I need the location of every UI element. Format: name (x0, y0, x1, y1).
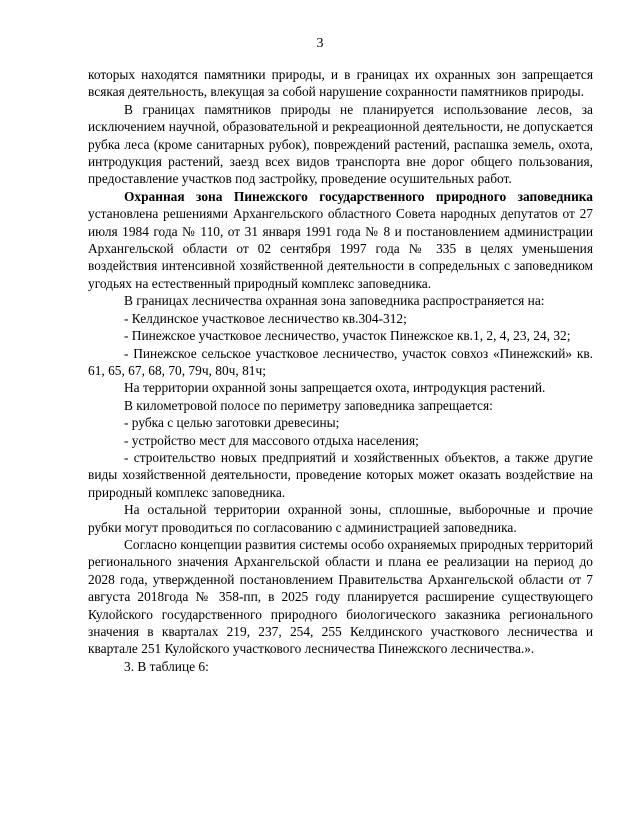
paragraph: В километровой полосе по периметру заповедника запрещается: (124, 397, 493, 413)
paragraph-text: установлена решениями Архангельского областного Совета народных депутатов от 27 июля 1984 года № 110, от 31 января 1991 года № 8 и постановлением администрации Архангельской области от 02 сентября 1997 года № 335 в целях уменьшения воздействия интенсивной хозяйственной деятельности в сопредельных с заповедником угодьях на естественный природный комплекс заповедника. (88, 206, 593, 291)
document-body (88, 66, 593, 675)
list-item: - рубка с целью заготовки древесины; (124, 415, 340, 431)
list-item: - Пинежское участковое лесничество, участок Пинежское кв.1, 2, 4, 23, 24, 32; (124, 328, 571, 344)
list-item: - Пинежское сельское участковое лесничество, участок совхоз «Пинежский» кв. 61, 65, 67, 68, 70, 79ч, 80ч, 81ч; (88, 345, 593, 378)
paragraph (88, 188, 593, 292)
page-number: 3 (316, 36, 324, 51)
paragraph: Согласно концепции развития системы особо охраняемых природных территорий регионального значения Архангельской области и плана ее реализации на период до 2028 года, утвержденной постановлением Правительства Архангельской области от 7 августа 2018года № 358-пп, в 2025 году планируется расширение существующего Кулойского государственного природного биологического заказника регионального значения в кварталах 219, 237, 254, 255 Келдинского участкового лесничества и квартале 251 Кулойского участкового лесничества Пинежского лесничества.». (88, 536, 593, 657)
paragraph: В границах памятников природы не планируется использование лесов, за исключением научной, образовательной и рекреационной деятельности, не допускается рубка леса (кроме санитарных рубок), повреждений растений, распашка земель, охота, интродукция растений, заезд всех видов транспорта вне дорог общего пользования, предоставление участков под застройку, проведение осушительных работ. (88, 101, 593, 187)
list-item: - строительство новых предприятий и хозяйственных объектов, а также другие виды хозяйственной деятельности, проведение которых может оказать воздействие на природный комплекс заповедника. (88, 449, 593, 500)
list-item: - Келдинское участковое лесничество кв.304-312; (124, 310, 407, 326)
paragraph: На остальной территории охранной зоны, сплошные, выборочные и прочие рубки могут проводиться по согласованию с администрацией заповедника. (88, 502, 593, 535)
paragraph: 3. В таблице 6: (124, 658, 209, 674)
paragraph: В границах лесничества охранная зона заповедника распространяется на: (124, 293, 545, 309)
list-item: - устройство мест для массового отдыха населения; (124, 432, 419, 448)
paragraph: На территории охранной зоны запрещается охота, интродукция растений. (124, 380, 546, 396)
bold-heading: Охранная зона Пинежского государственного природного заповедника (124, 188, 593, 204)
paragraph: которых находятся памятники природы, и в границах их охранных зон запрещается всякая деятельность, влекущая за собой нарушение сохранности памятников природы. (88, 67, 593, 100)
